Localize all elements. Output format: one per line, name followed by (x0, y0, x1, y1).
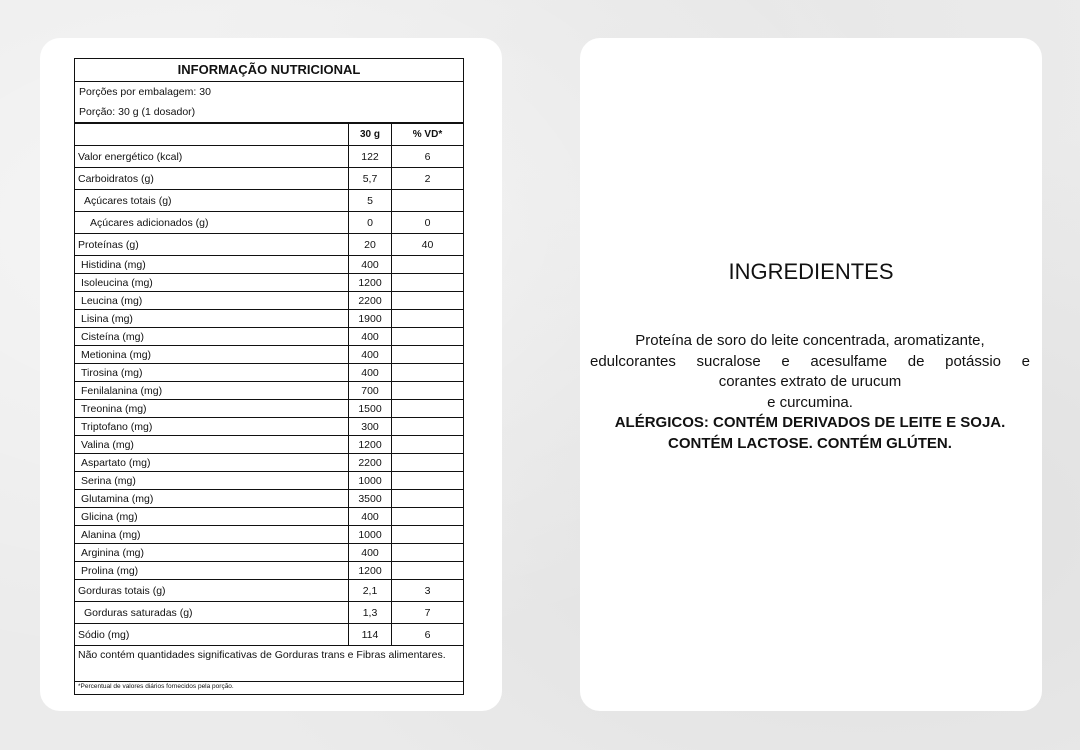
nutrient-daily-value (392, 364, 463, 381)
table-header (75, 124, 463, 146)
table-row (75, 382, 463, 400)
nutrient-quantity: 1,3 (348, 602, 392, 623)
nutrient-name: Açúcares totais (g) (84, 194, 172, 207)
nutrient-quantity: 400 (348, 508, 392, 525)
table-row (75, 274, 463, 292)
table-row (75, 602, 463, 624)
table-row (75, 624, 463, 645)
nutrient-daily-value (392, 292, 463, 309)
nutrient-quantity: 1200 (348, 274, 392, 291)
nutrient-quantity: 1500 (348, 400, 392, 417)
nutrient-name: Treonina (mg) (81, 402, 147, 415)
nutrient-quantity: 300 (348, 418, 392, 435)
serving-size: Porção: 30 g (1 dosador) (75, 102, 463, 124)
table-row (75, 234, 463, 256)
nutrient-quantity: 2200 (348, 292, 392, 309)
table-row (75, 168, 463, 190)
nutrient-quantity: 400 (348, 256, 392, 273)
nutrition-title: INFORMAÇÃO NUTRICIONAL (75, 59, 463, 82)
nutrient-name: Valor energético (kcal) (78, 150, 183, 163)
table-note: *Percentual de valores diários fornecidos pela porção. (75, 681, 463, 694)
table-row (75, 310, 463, 328)
nutrient-name: Gorduras saturadas (g) (84, 606, 193, 619)
nutrient-quantity: 0 (348, 212, 392, 233)
nutrient-daily-value (392, 418, 463, 435)
nutrient-daily-value (392, 382, 463, 399)
nutrient-quantity: 3500 (348, 490, 392, 507)
nutrient-name: Tirosina (mg) (81, 366, 143, 379)
header-name-cell (75, 124, 348, 145)
nutrient-name: Glutamina (mg) (81, 492, 154, 505)
nutrient-daily-value: 0 (424, 216, 431, 229)
nutrient-quantity: 400 (348, 346, 392, 363)
table-row (75, 490, 463, 508)
nutrient-name: Lisina (mg) (81, 312, 133, 325)
ingredients-card (580, 38, 1042, 711)
table-row (75, 418, 463, 436)
nutrient-name: Histidina (mg) (81, 258, 146, 271)
nutrient-quantity: 2200 (348, 454, 392, 471)
ingredients-line-3: corantes extrato de urucum (718, 373, 902, 390)
table-row (75, 508, 463, 526)
header-daily-value: % VD* (412, 129, 443, 140)
nutrient-daily-value (392, 400, 463, 417)
nutrient-quantity: 5 (348, 190, 392, 211)
table-row (75, 436, 463, 454)
nutrient-name: Carboidratos (g) (78, 172, 154, 185)
nutrient-daily-value (392, 346, 463, 363)
nutrient-name: Leucina (mg) (81, 294, 143, 307)
nutrient-daily-value: 3 (424, 584, 431, 597)
ingredients-line-2: edulcorantes sucralose e acesulfame de potássio e (590, 352, 1030, 370)
nutrient-daily-value (392, 274, 463, 291)
nutrient-daily-value (392, 256, 463, 273)
nutrient-quantity: 400 (348, 544, 392, 561)
table-row (75, 190, 463, 212)
nutrient-name: Isoleucina (mg) (81, 276, 153, 289)
ingredients-text (590, 331, 1030, 454)
table-row (75, 454, 463, 472)
nutrient-name: Serina (mg) (81, 474, 136, 487)
table-row (75, 364, 463, 382)
nutrient-quantity: 2,1 (348, 580, 392, 601)
nutrient-name: Aspartato (mg) (81, 456, 151, 469)
nutrient-name: Metionina (mg) (81, 348, 152, 361)
table-row (75, 526, 463, 544)
nutrient-daily-value: 2 (424, 172, 431, 185)
nutrient-quantity: 1200 (348, 562, 392, 579)
nutrient-daily-value (392, 328, 463, 345)
nutrient-name: Cisteína (mg) (81, 330, 145, 343)
nutrient-name: Proteínas (g) (78, 238, 139, 251)
nutrient-quantity: 5,7 (348, 168, 392, 189)
nutrient-daily-value (392, 472, 463, 489)
nutrient-name: Sódio (mg) (78, 628, 130, 641)
ingredients-line-4: e curcumina. (767, 393, 853, 411)
nutrient-quantity: 700 (348, 382, 392, 399)
nutrient-daily-value (392, 562, 463, 579)
nutrient-daily-value: 6 (424, 150, 431, 163)
table-row (75, 544, 463, 562)
nutrient-daily-value (392, 490, 463, 507)
ingredients-line-1: Proteína de soro do leite concentrada, aromatizante, (635, 332, 985, 349)
table-row (75, 146, 463, 168)
nutrient-name: Alanina (mg) (81, 528, 141, 541)
table-row (75, 328, 463, 346)
table-row (75, 256, 463, 274)
nutrition-table (74, 58, 464, 695)
table-row (75, 346, 463, 364)
table-row (75, 400, 463, 418)
nutrient-quantity: 400 (348, 328, 392, 345)
nutrient-name: Gorduras totais (g) (78, 584, 166, 597)
nutrient-daily-value (392, 508, 463, 525)
nutrient-daily-value (392, 454, 463, 471)
nutrient-quantity: 114 (348, 624, 392, 645)
table-row (75, 562, 463, 580)
nutrient-name: Valina (mg) (81, 438, 134, 451)
nutrient-name: Prolina (mg) (81, 564, 139, 577)
table-row (75, 580, 463, 602)
table-body (75, 146, 463, 645)
nutrient-daily-value (392, 190, 463, 211)
nutrient-daily-value: 6 (424, 628, 431, 641)
nutrient-quantity: 122 (348, 146, 392, 167)
nutrient-name: Triptofano (mg) (81, 420, 153, 433)
nutrient-daily-value (392, 544, 463, 561)
nutrient-name: Açúcares adicionados (g) (90, 216, 209, 229)
nutrient-daily-value: 7 (424, 606, 431, 619)
table-row (75, 212, 463, 234)
nutrient-quantity: 1000 (348, 472, 392, 489)
allergens-line-1: ALÉRGICOS: CONTÉM DERIVADOS DE LEITE E SOJA. (614, 414, 1006, 431)
nutrition-card (40, 38, 502, 711)
nutrient-name: Arginina (mg) (81, 546, 145, 559)
nutrient-daily-value (392, 310, 463, 327)
nutrient-quantity: 400 (348, 364, 392, 381)
table-row (75, 472, 463, 490)
nutrient-name: Glicina (mg) (81, 510, 138, 523)
nutrient-quantity: 1000 (348, 526, 392, 543)
nutrient-daily-value (392, 526, 463, 543)
header-quantity: 30 g (348, 124, 392, 145)
nutrient-daily-value: 40 (421, 238, 434, 251)
nutrient-quantity: 1200 (348, 436, 392, 453)
nutrient-quantity: 1900 (348, 310, 392, 327)
table-row (75, 292, 463, 310)
nutrient-daily-value (392, 436, 463, 453)
ingredients-title: INGREDIENTES (728, 259, 894, 284)
servings-per-package: Porções por embalagem: 30 (79, 86, 211, 98)
nutrient-name: Fenilalanina (mg) (81, 384, 163, 397)
allergens-line-2: CONTÉM LACTOSE. CONTÉM GLÚTEN. (668, 434, 952, 452)
nutrient-quantity: 20 (348, 234, 392, 255)
table-footnote: Não contém quantidades significativas de Gorduras trans e Fibras alimentares. (75, 645, 463, 681)
